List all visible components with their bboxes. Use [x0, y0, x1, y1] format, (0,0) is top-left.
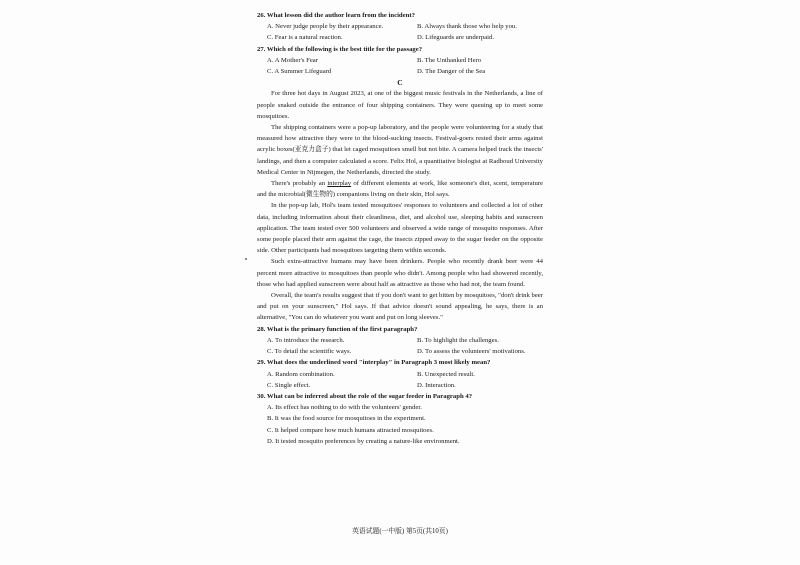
q26-option-a: A. Never judge people by their appearance. — [267, 23, 384, 31]
q29-option-c: C. Single effect. — [267, 381, 311, 389]
q30-option-d: D. It tested mosquito preferences by creating a nature-like environment. — [267, 437, 460, 445]
q29-option-d: D. Interaction. — [417, 381, 456, 389]
passage-paragraph-1: For three hot days in August 2023, at one of the biggest music festivals in the Netherlands, a line of people snaked outside the entrance of four shipping containers. They were queuing up to meet some mosquitoes. — [257, 90, 543, 120]
q30-option-b: B. It was the food source for mosquitoes in the experiment. — [267, 415, 426, 423]
q27-option-c: C. A Summer Lifeguard — [267, 68, 332, 76]
q27-options-row-1 — [257, 55, 543, 66]
q27-option-a: A. A Mother's Fear — [267, 56, 318, 64]
q27-options-row-2 — [257, 66, 543, 77]
q28-option-a: A. To introduce the research. — [267, 336, 345, 344]
page-content — [257, 10, 543, 447]
paragraph-3-lead: There's probably an — [271, 180, 328, 188]
passage-paragraph-6: Overall, the team's results suggest that if you don't want to get bitten by mosquitoes, "don't drink beer and put on your sunscreen," Hol says. If that advice doesn't sound appealing, he says, there is an alternative, "You can do whatever you want and put on long sleeves." — [257, 292, 543, 322]
underlined-word-interplay: interplay — [327, 180, 352, 188]
paragraph-3-rest: of different elements at work, like someone's diet, scent, temperature and the microbial(微生物的) companions living on their skin, Hol says. — [257, 180, 544, 199]
page-footer: 英语试题(一中版) 第5页(共10页) — [352, 528, 448, 535]
q29-stem: 29. What does the underlined word "interplay" in Paragraph 3 most likely mean? — [257, 359, 491, 367]
q29-options-row-1 — [257, 369, 543, 380]
passage-paragraph-4: In the pop-up lab, Hol's team tested mosquitoes' responses to volunteers and collected a lot of other data, including information about their cleanliness, diet, and alcohol use, sleeping habits and sunscreen application. The team tested over 500 volunteers and observed a wide range of mosquito responses. After some people placed their arm against the cage, the insects zipped away to the sugar feeder on the opposite side. Other participants had mosquitoes targeting them within seconds. — [257, 202, 543, 255]
q28-option-b: B. To highlight the challenges. — [417, 336, 499, 344]
passage-paragraph-2: The shipping containers were a pop-up laboratory, and the people were volunteering for a study that measured how attractive they were to the blood-sucking insects. Festival-goers rested their arms against acrylic boxes(亚克力盒子) that let caged mosquitoes smell but not bite. A camera helped track the insects' landings, and then a computer calculated a score. Felix Hol, a quantitative biologist at Radboud University Medical Center in Nijmegen, the Netherlands, directed the study. — [257, 124, 543, 176]
q29-option-a: A. Random combination. — [267, 370, 335, 378]
q29-options-row-2 — [257, 380, 543, 391]
q30-stem: 30. What can be inferred about the role of the sugar feeder in Paragraph 4? — [257, 392, 473, 400]
section-label: C — [397, 78, 403, 88]
passage-paragraph-3 — [257, 178, 543, 200]
q30-option-a: A. Its effect has nothing to do with the volunteers' gender. — [267, 404, 422, 412]
q26-options-row-2 — [257, 32, 543, 43]
q28-options-row-2 — [257, 346, 543, 357]
q27-option-d: D. The Danger of the Sea — [417, 68, 486, 76]
q29-option-b: B. Unexpected result. — [417, 370, 475, 378]
q28-option-c: C. To detail the scientific ways. — [267, 348, 352, 356]
scan-speck — [245, 258, 247, 260]
q28-stem: 28. What is the primary function of the first paragraph? — [257, 325, 418, 333]
q26-option-d: D. Lifeguards are underpaid. — [417, 34, 495, 42]
q28-options-row-1 — [257, 335, 543, 346]
q28-option-d: D. To assess the volunteers' motivations. — [417, 348, 526, 356]
q26-stem: 26. What lesson did the author learn from the incident? — [257, 12, 415, 19]
q27-option-b: B. The Unthanked Hero — [417, 56, 482, 64]
passage-paragraph-5: Such extra-attractive humans may have been drinkers. People who recently drank beer were 44 percent more attractive to mosquitoes than people who didn't. Among people who had showered recently, those who had applied sunscreen were about half as attractive as those who had not, the team found. — [257, 258, 543, 288]
q26-option-b: B. Always thank those who help you. — [417, 23, 517, 31]
q26-options-row-1 — [257, 21, 543, 32]
q30-option-c: C. It helped compare how much humans attracted mosquitoes. — [267, 426, 434, 434]
q27-stem: 27. Which of the following is the best title for the passage? — [257, 45, 423, 53]
q26-option-c: C. Fear is a natural reaction. — [267, 34, 343, 42]
